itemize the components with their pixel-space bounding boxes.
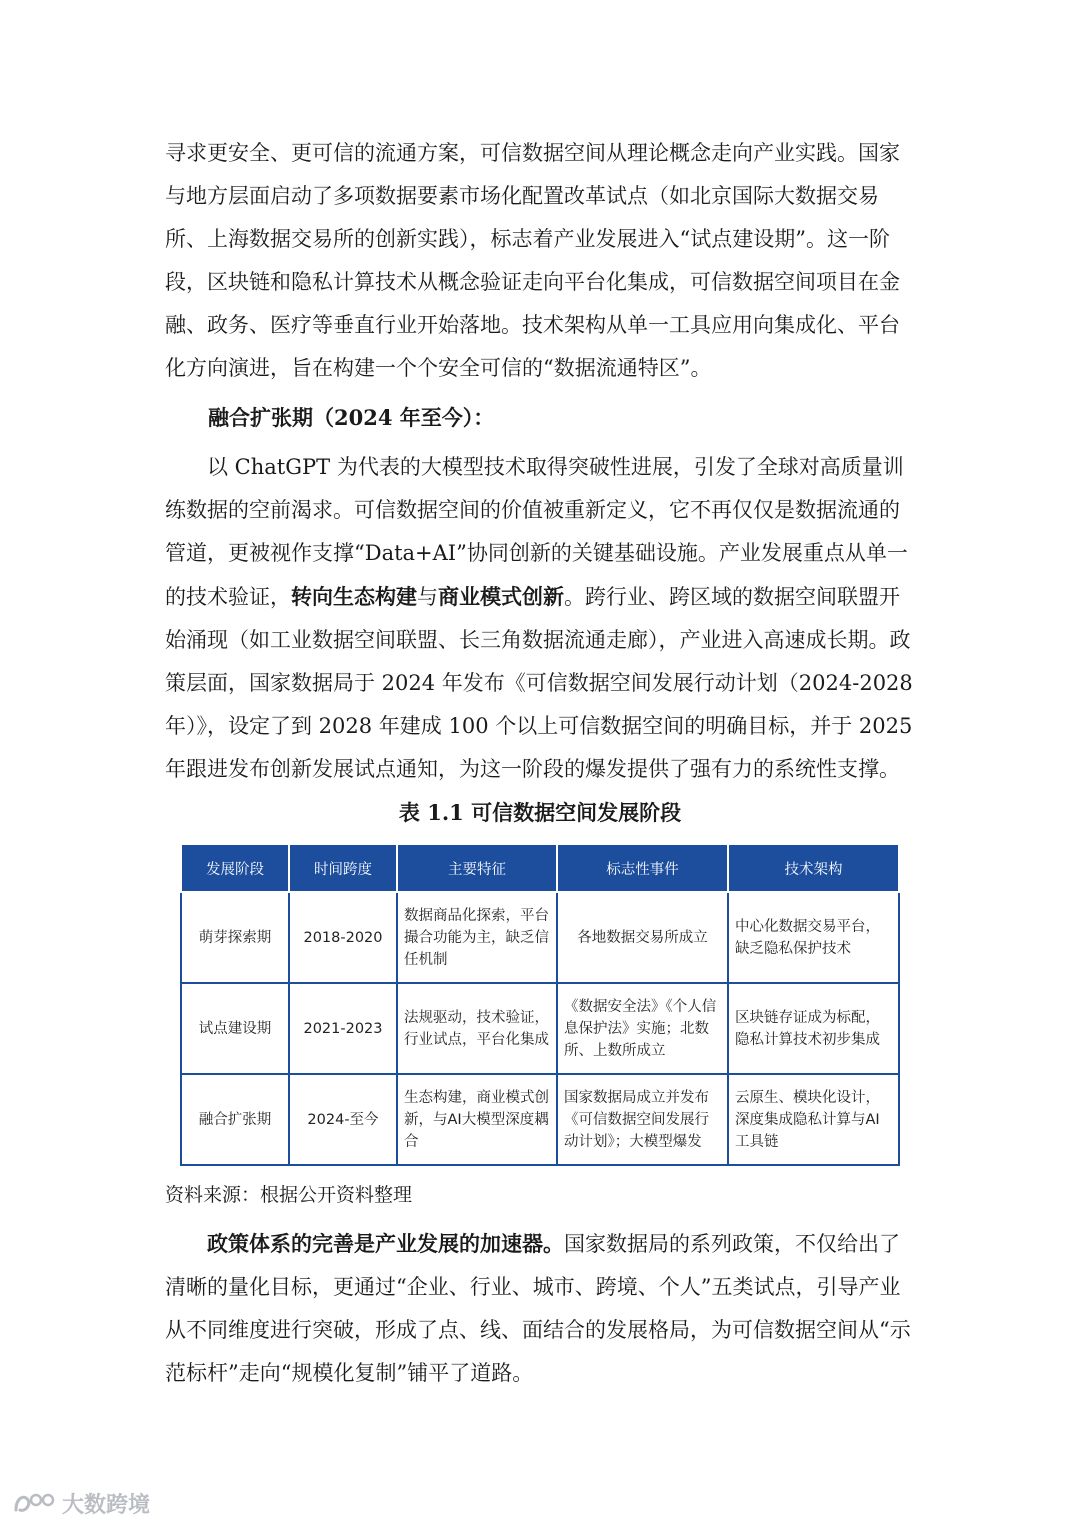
cell-period: 2018-2020 bbox=[289, 892, 397, 983]
cell-architecture: 中心化数据交易平台，缺乏隐私保护技术 bbox=[728, 892, 899, 983]
cell-features: 法规驱动，技术验证，行业试点，平台化集成 bbox=[397, 983, 557, 1074]
watermark-text: 大数跨境 bbox=[62, 1492, 151, 1518]
section-heading: 融合扩张期（2024 年至今）： bbox=[208, 405, 495, 430]
policy-paragraph bbox=[165, 1222, 917, 1395]
expansion-text-1: 以 ChatGPT 为代表的大模型技术取得突破性进展，引发了全球对高质量训练数据的空前渴求。可信数据空间的价值被重新定义，它不再仅仅是数据流通的管道，更被视作支撑“Data+AI”协同创新的关键基础设施。产业发展重点从单一的技术验证， bbox=[165, 455, 908, 609]
expansion-paragraph bbox=[165, 446, 917, 791]
cell-events: 各地数据交易所成立 bbox=[557, 892, 728, 983]
expansion-text-2: 。跨行业、跨区域的数据空间联盟开始涌现（如工业数据空间联盟、长三角数据流通走廊），产业进入高速成长期。政策层面，国家数据局于 2024 年发布《可信数据空间发展行动计划（2024-2028 年）》，设定了到 2028 年建成 100 个以上可信数据空间的明确目标，并于 2025 年跟进发布创新发展试点通知，为这一阶段的爆发提供了强有力的系统性支撑。 bbox=[165, 585, 913, 781]
policy-text: 国家数据局的系列政策，不仅给出了清晰的量化目标，更通过“企业、行业、城市、跨境、个人”五类试点，引导产业从不同维度进行突破，形成了点、线、面结合的发展格局，为可信数据空间从“示范标杆”走向“规模化复制”铺平了道路。 bbox=[165, 1232, 911, 1385]
watermark bbox=[12, 1486, 150, 1520]
logo-icon bbox=[12, 1488, 56, 1518]
expansion-text-mid: 与 bbox=[417, 585, 438, 609]
cell-stage: 萌芽探索期 bbox=[181, 892, 289, 983]
table-row bbox=[181, 892, 899, 983]
header-stage: 发展阶段 bbox=[181, 844, 289, 892]
expansion-bold-2: 商业模式创新 bbox=[438, 584, 564, 609]
cell-stage: 融合扩张期 bbox=[181, 1074, 289, 1165]
table-caption: 表 1.1 可信数据空间发展阶段 bbox=[398, 800, 682, 825]
intro-paragraph: 寻求更安全、更可信的流通方案，可信数据空间从理论概念走向产业实践。国家与地方层面启动了多项数据要素市场化配置改革试点（如北京国际大数据交易所、上海数据交易所的创新实践），标志着产业发展进入“试点建设期”。这一阶段，区块链和隐私计算技术从概念验证走向平台化集成，可信数据空间项目在金融、政务、医疗等垂直行业开始落地。技术架构从单一工具应用向集成化、平台化方向演进，旨在构建一个个安全可信的“数据流通特区”。 bbox=[165, 141, 900, 380]
header-features: 主要特征 bbox=[397, 844, 557, 892]
cell-stage: 试点建设期 bbox=[181, 983, 289, 1074]
header-period: 时间跨度 bbox=[289, 844, 397, 892]
development-stages-table bbox=[180, 843, 900, 1166]
cell-events: 《数据安全法》《个人信息保护法》实施；北数所、上数所成立 bbox=[557, 983, 728, 1074]
cell-period: 2024-至今 bbox=[289, 1074, 397, 1165]
table-header-row bbox=[181, 844, 899, 892]
expansion-bold-1: 转向生态构建 bbox=[291, 584, 417, 609]
policy-bold-lead: 政策体系的完善是产业发展的加速器。 bbox=[207, 1231, 564, 1256]
cell-period: 2021-2023 bbox=[289, 983, 397, 1074]
table-source-note: 资料来源：根据公开资料整理 bbox=[165, 1184, 413, 1206]
table-row bbox=[181, 1074, 899, 1165]
cell-features: 数据商品化探索，平台撮合功能为主，缺乏信任机制 bbox=[397, 892, 557, 983]
header-architecture: 技术架构 bbox=[728, 844, 899, 892]
cell-architecture: 区块链存证成为标配，隐私计算技术初步集成 bbox=[728, 983, 899, 1074]
header-events: 标志性事件 bbox=[557, 844, 728, 892]
cell-events: 国家数据局成立并发布《可信数据空间发展行动计划》；大模型爆发 bbox=[557, 1074, 728, 1165]
cell-architecture: 云原生、模块化设计，深度集成隐私计算与AI工具链 bbox=[728, 1074, 899, 1165]
cell-features: 生态构建，商业模式创新，与AI大模型深度耦合 bbox=[397, 1074, 557, 1165]
table-row bbox=[181, 983, 899, 1074]
